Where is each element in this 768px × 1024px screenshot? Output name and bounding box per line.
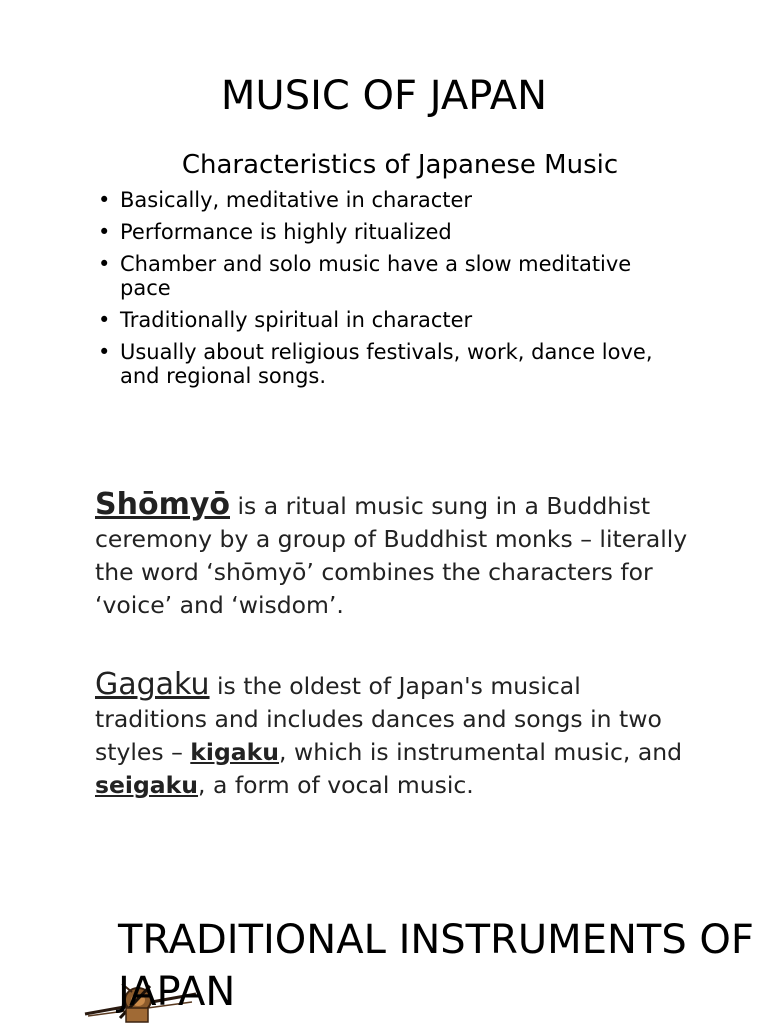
page-title: MUSIC OF JAPAN [220,73,548,119]
section-title: TRADITIONAL INSTRUMENTS OF JAPAN [118,917,754,1015]
kigaku-link[interactable]: kigaku [190,738,280,766]
list-item: • Usually about religious festivals, work, dance love, and regional songs. [98,340,653,388]
list-item-text: Performance is highly ritualized [120,220,452,244]
shomyo-link[interactable]: Shōmyō [95,487,230,522]
gagaku-text-1: is the oldest of Japan's musical traditions and includes dances and songs in two styles – [95,672,662,766]
shomyo-paragraph [95,488,695,622]
characteristics-heading: Characteristics of Japanese Music [181,150,619,180]
shomyo-text: is a ritual music sung in a Buddhist ceremony by a group of Buddhist monks – literally the word ‘shōmyō’ combines the characters for ‘voice’ and ‘wisdom’. [95,492,688,619]
list-item-text: Traditionally spiritual in character [120,308,473,332]
characteristics-list [98,188,688,396]
gagaku-text-3: , a form of vocal music. [198,771,474,799]
list-item: • Basically, meditative in character [98,188,473,212]
gagaku-text-2: , which is instrumental music, and [279,738,683,766]
gagaku-paragraph [95,668,695,802]
list-item: • Performance is highly ritualized [98,220,452,244]
list-item-text: Basically, meditative in character [120,188,473,212]
list-item: • Chamber and solo music have a slow meditative pace [98,252,632,300]
list-item-text: Usually about religious festivals, work, dance love, and regional songs. [120,340,653,388]
gagaku-link[interactable]: Gagaku [95,667,210,702]
list-item-text: Chamber and solo music have a slow meditative pace [120,252,632,300]
list-item: • Traditionally spiritual in character [98,308,473,332]
seigaku-link[interactable]: seigaku [95,771,199,799]
